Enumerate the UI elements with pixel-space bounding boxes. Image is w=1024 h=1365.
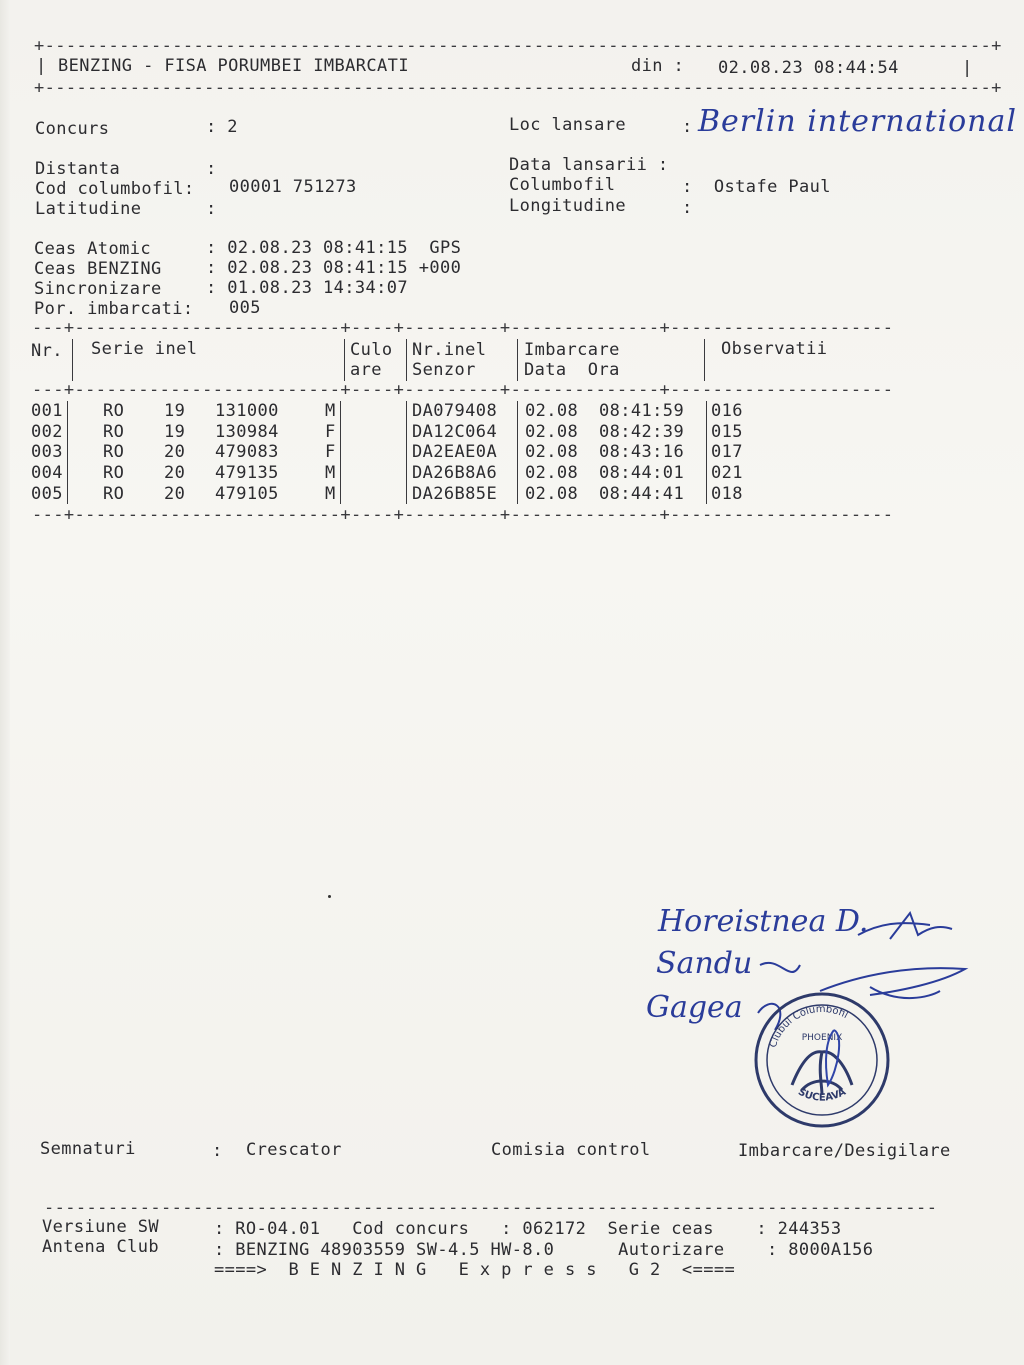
cell-inel: 479105	[215, 484, 279, 504]
cell-sex: M	[325, 401, 336, 421]
semnaturi-sep: :	[212, 1141, 223, 1161]
header-top-border: +-----------------------------------------------------------------------------------------+	[34, 36, 1002, 56]
cell-obs: 017	[711, 442, 743, 462]
header-divider	[406, 339, 407, 381]
footer-line-2: : BENZING 48903559 SW-4.5 HW-8.0 Autorizare : 8000A156	[214, 1240, 874, 1260]
cell-ora: 08:44:01	[599, 463, 685, 483]
latitudine-value: :	[206, 199, 217, 219]
cod-columbofil-value: 00001 751273	[229, 177, 357, 197]
cod-columbofil-label: Cod columbofil:	[35, 179, 195, 199]
cell-senzor: DA2EAE0A	[412, 442, 498, 462]
row-divider	[706, 401, 707, 504]
ink-speck	[328, 895, 331, 898]
cell-ora: 08:42:39	[599, 422, 685, 442]
header-din-value: 02.08.23 08:44:54	[718, 58, 899, 78]
antena-club-label: Antena Club	[42, 1237, 159, 1257]
cell-senzor: DA26B8A6	[412, 463, 498, 483]
versiune-sw-label: Versiune SW	[42, 1217, 159, 1237]
cell-sex: F	[325, 442, 336, 462]
cell-obs: 016	[711, 401, 743, 421]
stamp-top-text: Clubul Columbofil	[767, 1003, 850, 1050]
semnaturi-label: Semnaturi	[40, 1139, 136, 1159]
cell-an: 19	[164, 401, 186, 421]
cell-sex: F	[325, 422, 336, 442]
cell-tara: RO	[103, 463, 125, 483]
cell-inel: 479135	[215, 463, 279, 483]
table-bottom-border: ---+-------------------------+----+---------+--------------+---------------------	[32, 505, 894, 525]
por-imbarcati-label: Por. imbarcati:	[34, 299, 194, 319]
semnatura-imbarcare: Imbarcare/Desigilare	[738, 1141, 951, 1161]
cell-nr: 003	[31, 442, 63, 462]
table-header-border: ---+-------------------------+----+---------+--------------+---------------------	[32, 380, 894, 400]
cell-sex: M	[325, 484, 336, 504]
cell-data: 02.08	[525, 401, 579, 421]
col-culoare-header-2: are	[350, 360, 382, 380]
header-right-bar: |	[962, 58, 973, 78]
stamp-center-text: PHOENIX	[801, 1033, 843, 1043]
cell-ora: 08:43:16	[599, 442, 685, 462]
cell-obs: 018	[711, 484, 743, 504]
loc-lansare-label: Loc lansare	[509, 115, 626, 135]
row-divider	[340, 401, 341, 504]
latitudine-label: Latitudine	[35, 199, 142, 219]
semnatura-comisia: Comisia control	[491, 1140, 651, 1160]
cell-ora: 08:44:41	[599, 484, 685, 504]
cell-senzor: DA079408	[412, 401, 498, 421]
row-divider	[67, 401, 68, 504]
concurs-label: Concurs	[35, 119, 110, 139]
columbofil-label: Columbofil	[509, 175, 616, 195]
cell-data: 02.08	[525, 463, 579, 483]
cell-data: 02.08	[525, 422, 579, 442]
col-imbarcare-header-2: Data Ora	[524, 360, 620, 380]
header-divider	[72, 339, 73, 381]
cell-an: 19	[164, 422, 186, 442]
header-left-bar: |	[36, 56, 47, 76]
header-din-label: din :	[631, 56, 685, 76]
header-divider	[704, 339, 705, 381]
col-culoare-header-1: Culo	[350, 340, 393, 360]
columbofil-value: : Ostafe Paul	[682, 177, 831, 197]
data-lansarii-label: Data lansarii :	[509, 155, 669, 175]
cell-data: 02.08	[525, 442, 579, 462]
cell-nr: 001	[31, 401, 63, 421]
cell-senzor: DA26B85E	[412, 484, 498, 504]
cell-tara: RO	[103, 422, 125, 442]
semnatura-crescator: Crescator	[246, 1140, 342, 1160]
signature-3: Gagea	[646, 990, 743, 1025]
table-top-border: ---+-------------------------+----+---------+--------------+---------------------	[32, 318, 894, 338]
signature-2: Sandu	[656, 946, 753, 981]
header-bottom-border: +-----------------------------------------------------------------------------------------+	[34, 78, 1002, 98]
ceas-atomic-value: : 02.08.23 08:41:15 GPS	[206, 238, 462, 258]
col-nr-header: Nr.	[31, 341, 63, 361]
ceas-benzing-value: : 02.08.23 08:41:15 +000	[206, 258, 462, 278]
por-imbarcati-value: 005	[229, 298, 261, 318]
signature-1: Horeistnea D.	[658, 904, 869, 939]
club-stamp	[752, 990, 892, 1130]
col-imbarcare-header-1: Imbarcare	[524, 340, 620, 360]
concurs-value: : 2	[206, 117, 238, 137]
cell-data: 02.08	[525, 484, 579, 504]
ceas-atomic-label: Ceas Atomic	[34, 239, 151, 259]
cell-ora: 08:41:59	[599, 401, 685, 421]
distanta-label: Distanta	[35, 159, 121, 179]
header-title: BENZING - FISA PORUMBEI IMBARCATI	[58, 56, 409, 76]
col-observatii-header: Observatii	[721, 339, 828, 359]
sincronizare-value: : 01.08.23 14:34:07	[206, 278, 409, 298]
ceas-benzing-label: Ceas BENZING	[34, 259, 162, 279]
longitudine-label: Longitudine	[509, 196, 626, 216]
sincronizare-label: Sincronizare	[34, 279, 162, 299]
distanta-value: :	[206, 159, 217, 179]
footer-border: ------------------------------------------------------------------------------------	[44, 1198, 938, 1218]
cell-tara: RO	[103, 484, 125, 504]
cell-inel: 131000	[215, 401, 279, 421]
footer-line-1: : RO-04.01 Cod concurs : 062172 Serie ceas : 244353	[214, 1219, 842, 1239]
cell-tara: RO	[103, 401, 125, 421]
cell-nr: 005	[31, 484, 63, 504]
cell-nr: 002	[31, 422, 63, 442]
cell-an: 20	[164, 484, 186, 504]
header-divider	[517, 339, 518, 381]
loc-lansare-handwritten: Berlin international	[698, 104, 1017, 139]
row-divider	[517, 401, 518, 504]
cell-senzor: DA12C064	[412, 422, 498, 442]
cell-tara: RO	[103, 442, 125, 462]
header-divider	[344, 339, 345, 381]
cell-inel: 130984	[215, 422, 279, 442]
footer-express-line: ====> B E N Z I N G E x p r e s s G 2 <====	[214, 1260, 736, 1280]
cell-an: 20	[164, 442, 186, 462]
cell-inel: 479083	[215, 442, 279, 462]
longitudine-value: :	[682, 198, 693, 218]
paper-edge	[0, 0, 10, 1365]
stamp-bottom-text: SUCEAVA	[796, 1086, 848, 1104]
cell-an: 20	[164, 463, 186, 483]
cell-obs: 021	[711, 463, 743, 483]
col-nrinel-header-1: Nr.inel	[412, 340, 487, 360]
col-nrinel-header-2: Senzor	[412, 360, 476, 380]
row-divider	[406, 401, 407, 504]
loc-lansare-sep: :	[682, 117, 693, 137]
cell-nr: 004	[31, 463, 63, 483]
cell-sex: M	[325, 463, 336, 483]
cell-obs: 015	[711, 422, 743, 442]
col-serie-header: Serie inel	[91, 339, 198, 359]
